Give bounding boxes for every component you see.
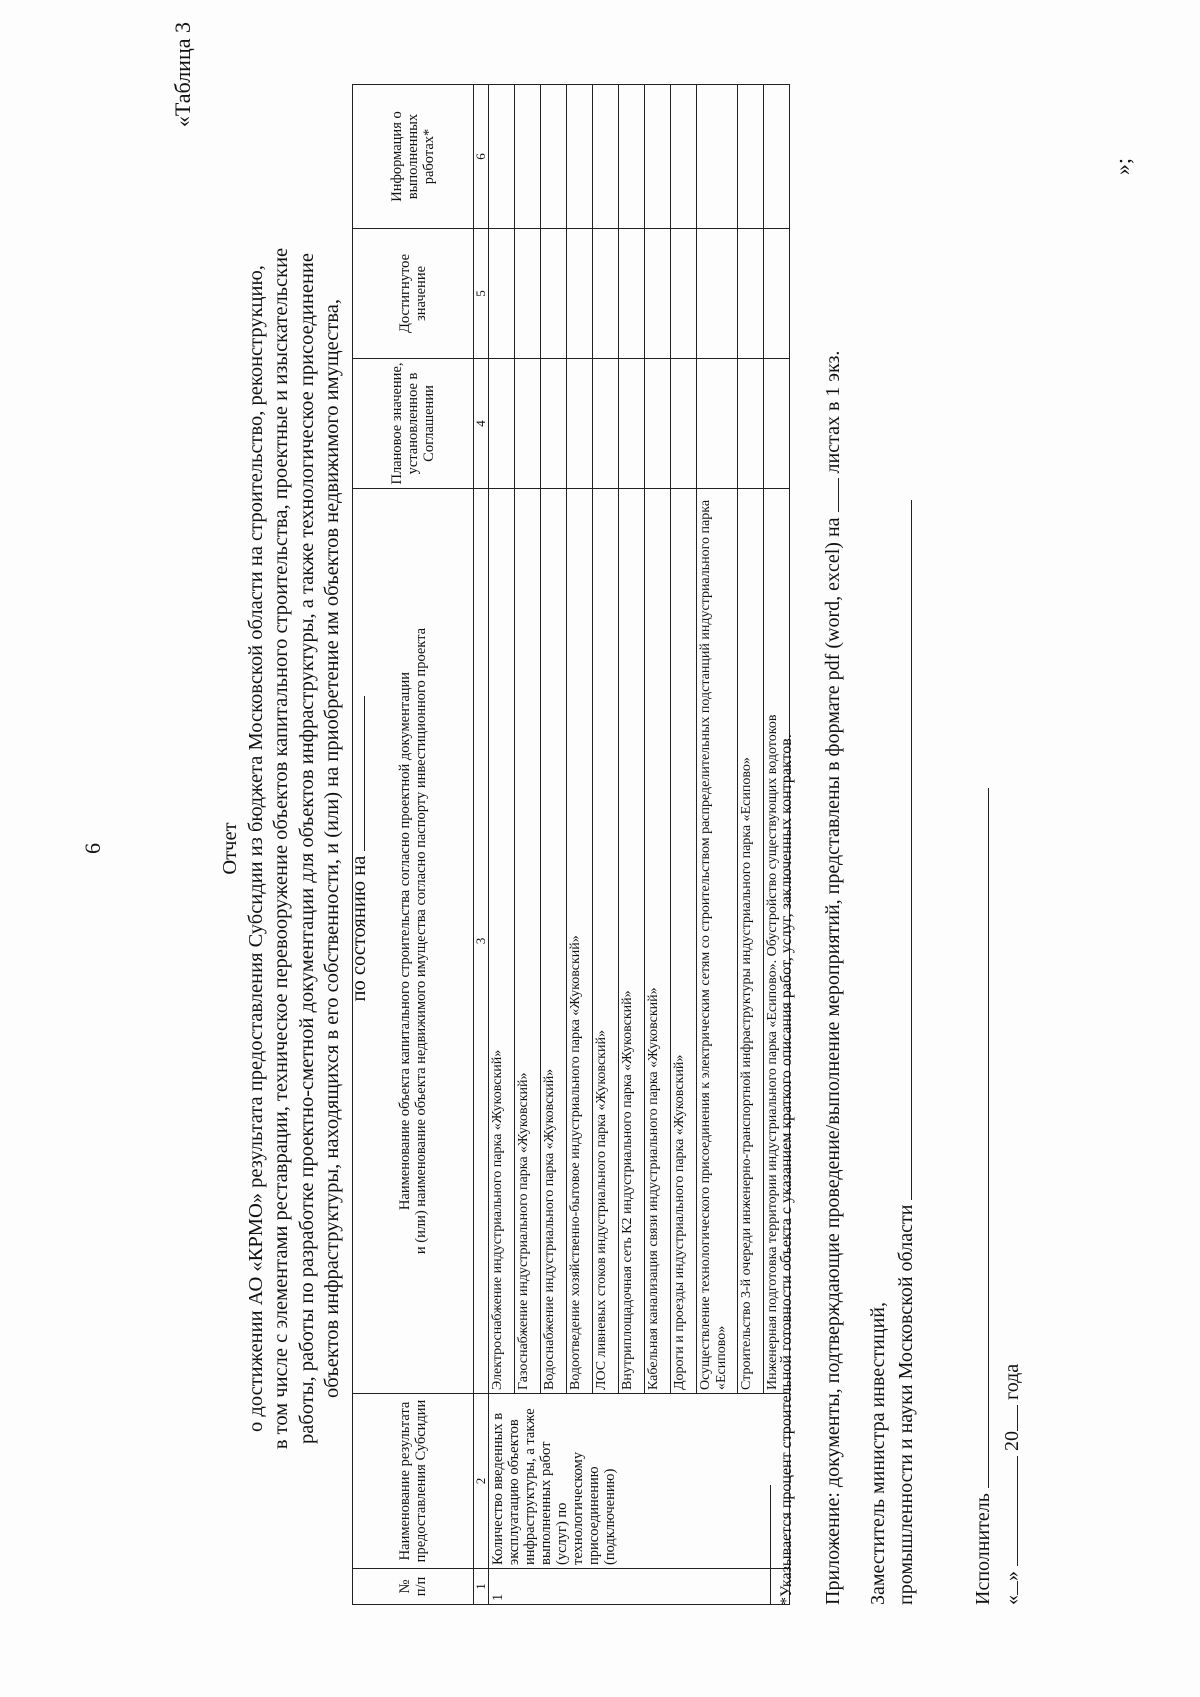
column-number: 6 (474, 85, 489, 229)
work-info-cell (619, 85, 645, 229)
column-number: 2 (474, 1394, 489, 1569)
object-name-cell: Внутриплощадочная сеть К2 индустриального парка «Жуковский» (619, 489, 645, 1394)
year-prefix: 20 (1001, 1431, 1023, 1451)
work-info-cell (645, 85, 671, 229)
achieved-value-cell (764, 229, 790, 359)
work-info-cell (515, 85, 541, 229)
date-quote-close: » (1001, 1571, 1023, 1581)
appendix-text: Приложение: документы, подтверждающие проведение/выполнение мероприятий, представлены в формате pdf (word, excel) на (822, 517, 844, 1605)
work-info-cell (697, 85, 738, 229)
planned-value-cell (671, 359, 697, 489)
object-name-cell: Электроснабжение индустриального парка «Жуковский» (489, 489, 515, 1394)
header-planned-value: Плановое значение, установленное в Соглашении (353, 359, 474, 489)
footnote: *Указывается процент строительной готовности объекта с указанием краткого описания работ, услуг, заключенных контрактов. (778, 734, 795, 1605)
header-achieved-value: Достигнутое значение (353, 229, 474, 359)
work-info-cell (671, 85, 697, 229)
work-info-cell (593, 85, 619, 229)
appendix-note (818, 351, 845, 1605)
achieved-value-cell (645, 229, 671, 359)
achieved-value-cell (593, 229, 619, 359)
official-title-line (891, 500, 919, 1605)
row-number: 1 (489, 1569, 790, 1605)
month-blank (997, 1456, 1018, 1566)
title-line: Отчет (219, 822, 241, 875)
object-name-cell: Дороги и проезды индустриального парка «Жуковский» (671, 489, 697, 1394)
column-number: 1 (474, 1569, 489, 1605)
table-row (593, 85, 619, 1605)
executor-line (968, 788, 997, 1605)
table-header-row (353, 85, 474, 1605)
achieved-value-cell (567, 229, 593, 359)
object-name-cell: Строительство 3-й очереди инженерно-транспортной инфраструктуры индустриального парка «Есипово» (738, 489, 764, 1394)
official-title-line: Заместитель министра инвестиций, (867, 1301, 889, 1605)
planned-value-cell (489, 359, 515, 489)
table-row (619, 85, 645, 1605)
column-number: 3 (474, 489, 489, 1394)
table-row (489, 85, 515, 1605)
object-name-cell: Водоотведение хозяйственно-бытовое индустриального парка «Жуковский» (567, 489, 593, 1394)
planned-value-cell (515, 359, 541, 489)
planned-value-cell (645, 359, 671, 489)
date-line (997, 788, 1026, 1605)
closing-quote: »; (1110, 158, 1135, 176)
object-name-cell: Осуществление технологического присоединения к электрическим сетям со строительством распределительных подстанций индустриального парка «Есипово» (697, 489, 738, 1394)
work-info-cell (764, 85, 790, 229)
header-object-line: и (или) наименование объекта недвижимого имущества согласно паспорту инвестиционного проекта (413, 627, 429, 1255)
header-result-name: Наименование результата предоставления Субсидии (353, 1394, 474, 1569)
column-number: 4 (474, 359, 489, 489)
report-title (218, 0, 372, 1697)
table-row (697, 85, 738, 1605)
day-blank (997, 1581, 1018, 1595)
appendix-suffix: листах в 1 экз. (822, 350, 844, 474)
planned-value-cell (738, 359, 764, 489)
official-title-text: промышленности и науки Московской области (895, 1204, 917, 1605)
planned-value-cell (541, 359, 567, 489)
table-row (567, 85, 593, 1605)
achieved-value-cell (671, 229, 697, 359)
title-line: о достижении АО «КРМО» результата предоставления Субсидии из бюджета Московской области на строительство, реконструкцию, (244, 265, 267, 1432)
achieved-value-cell (541, 229, 567, 359)
table-row (645, 85, 671, 1605)
table-row (738, 85, 764, 1605)
object-name-cell: Водоснабжение индустриального парка «Жуковский» (541, 489, 567, 1394)
title-line: в том числе с элементами реставрации, техническое перевооружение объектов капитального строительства, проектные и изыскательские (270, 247, 292, 1450)
official-signature-block (866, 500, 919, 1605)
table-row (671, 85, 697, 1605)
title-line: работы, работы по разработке проектно-сметной документации для объектов инфраструктуры, а также технологическое присоединение (295, 253, 318, 1444)
sheet-count-blank (818, 478, 839, 512)
header-work-info: Информация о выполненных работах* (353, 85, 474, 229)
object-name-cell: Инженерная подготовка территории индустриального парка «Есипово». Обустройство существующих водотоков (764, 489, 790, 1394)
executor-signature-line (968, 788, 989, 1488)
work-info-cell (567, 85, 593, 229)
column-number-row (474, 85, 489, 1605)
title-date-label: по состоянию на (347, 855, 370, 1002)
date-quote-open: « (1001, 1595, 1023, 1605)
object-name-cell: Кабельная канализация связи индустриального парка «Жуковский» (645, 489, 671, 1394)
footnote-divider (770, 1485, 771, 1605)
table-row (541, 85, 567, 1605)
page-number: 6 (80, 843, 105, 854)
planned-value-cell (593, 359, 619, 489)
work-info-cell (489, 85, 515, 229)
table-row (515, 85, 541, 1605)
header-number: № п/п (353, 1569, 474, 1605)
column-number: 5 (474, 229, 489, 359)
planned-value-cell (619, 359, 645, 489)
achieved-value-cell (515, 229, 541, 359)
header-object-line: Наименование объекта капитального строительства согласно проектной документации (397, 671, 413, 1211)
official-signature-line (891, 500, 912, 1200)
title-line: объектов инфраструктуры, находящихся в его собственности, и (или) на приобретение им объектов недвижимого имущества, (321, 299, 343, 1398)
achieved-value-cell (489, 229, 515, 359)
planned-value-cell (764, 359, 790, 489)
planned-value-cell (567, 359, 593, 489)
object-name-cell: ЛОС ливневых стоков индустриального парка «Жуковский» (593, 489, 619, 1394)
achieved-value-cell (697, 229, 738, 359)
work-info-cell (738, 85, 764, 229)
table-caption: «Таблица 3 (170, 22, 195, 128)
report-table (352, 84, 790, 1605)
result-name-cell: Количество введенных в эксплуатацию объектов инфраструктуры, а также выполненных работ (услуг) по технологическому присоединению (подключению) (489, 1394, 790, 1569)
object-name-cell: Газоснабжение индустриального парка «Жуковский» (515, 489, 541, 1394)
header-object-name (353, 489, 474, 1394)
work-info-cell (541, 85, 567, 229)
planned-value-cell (697, 359, 738, 489)
year-suffix: года (1001, 1363, 1023, 1400)
year-blank (997, 1405, 1018, 1431)
achieved-value-cell (738, 229, 764, 359)
achieved-value-cell (619, 229, 645, 359)
executor-label: Исполнитель (972, 1493, 994, 1605)
executor-block (968, 788, 1026, 1605)
